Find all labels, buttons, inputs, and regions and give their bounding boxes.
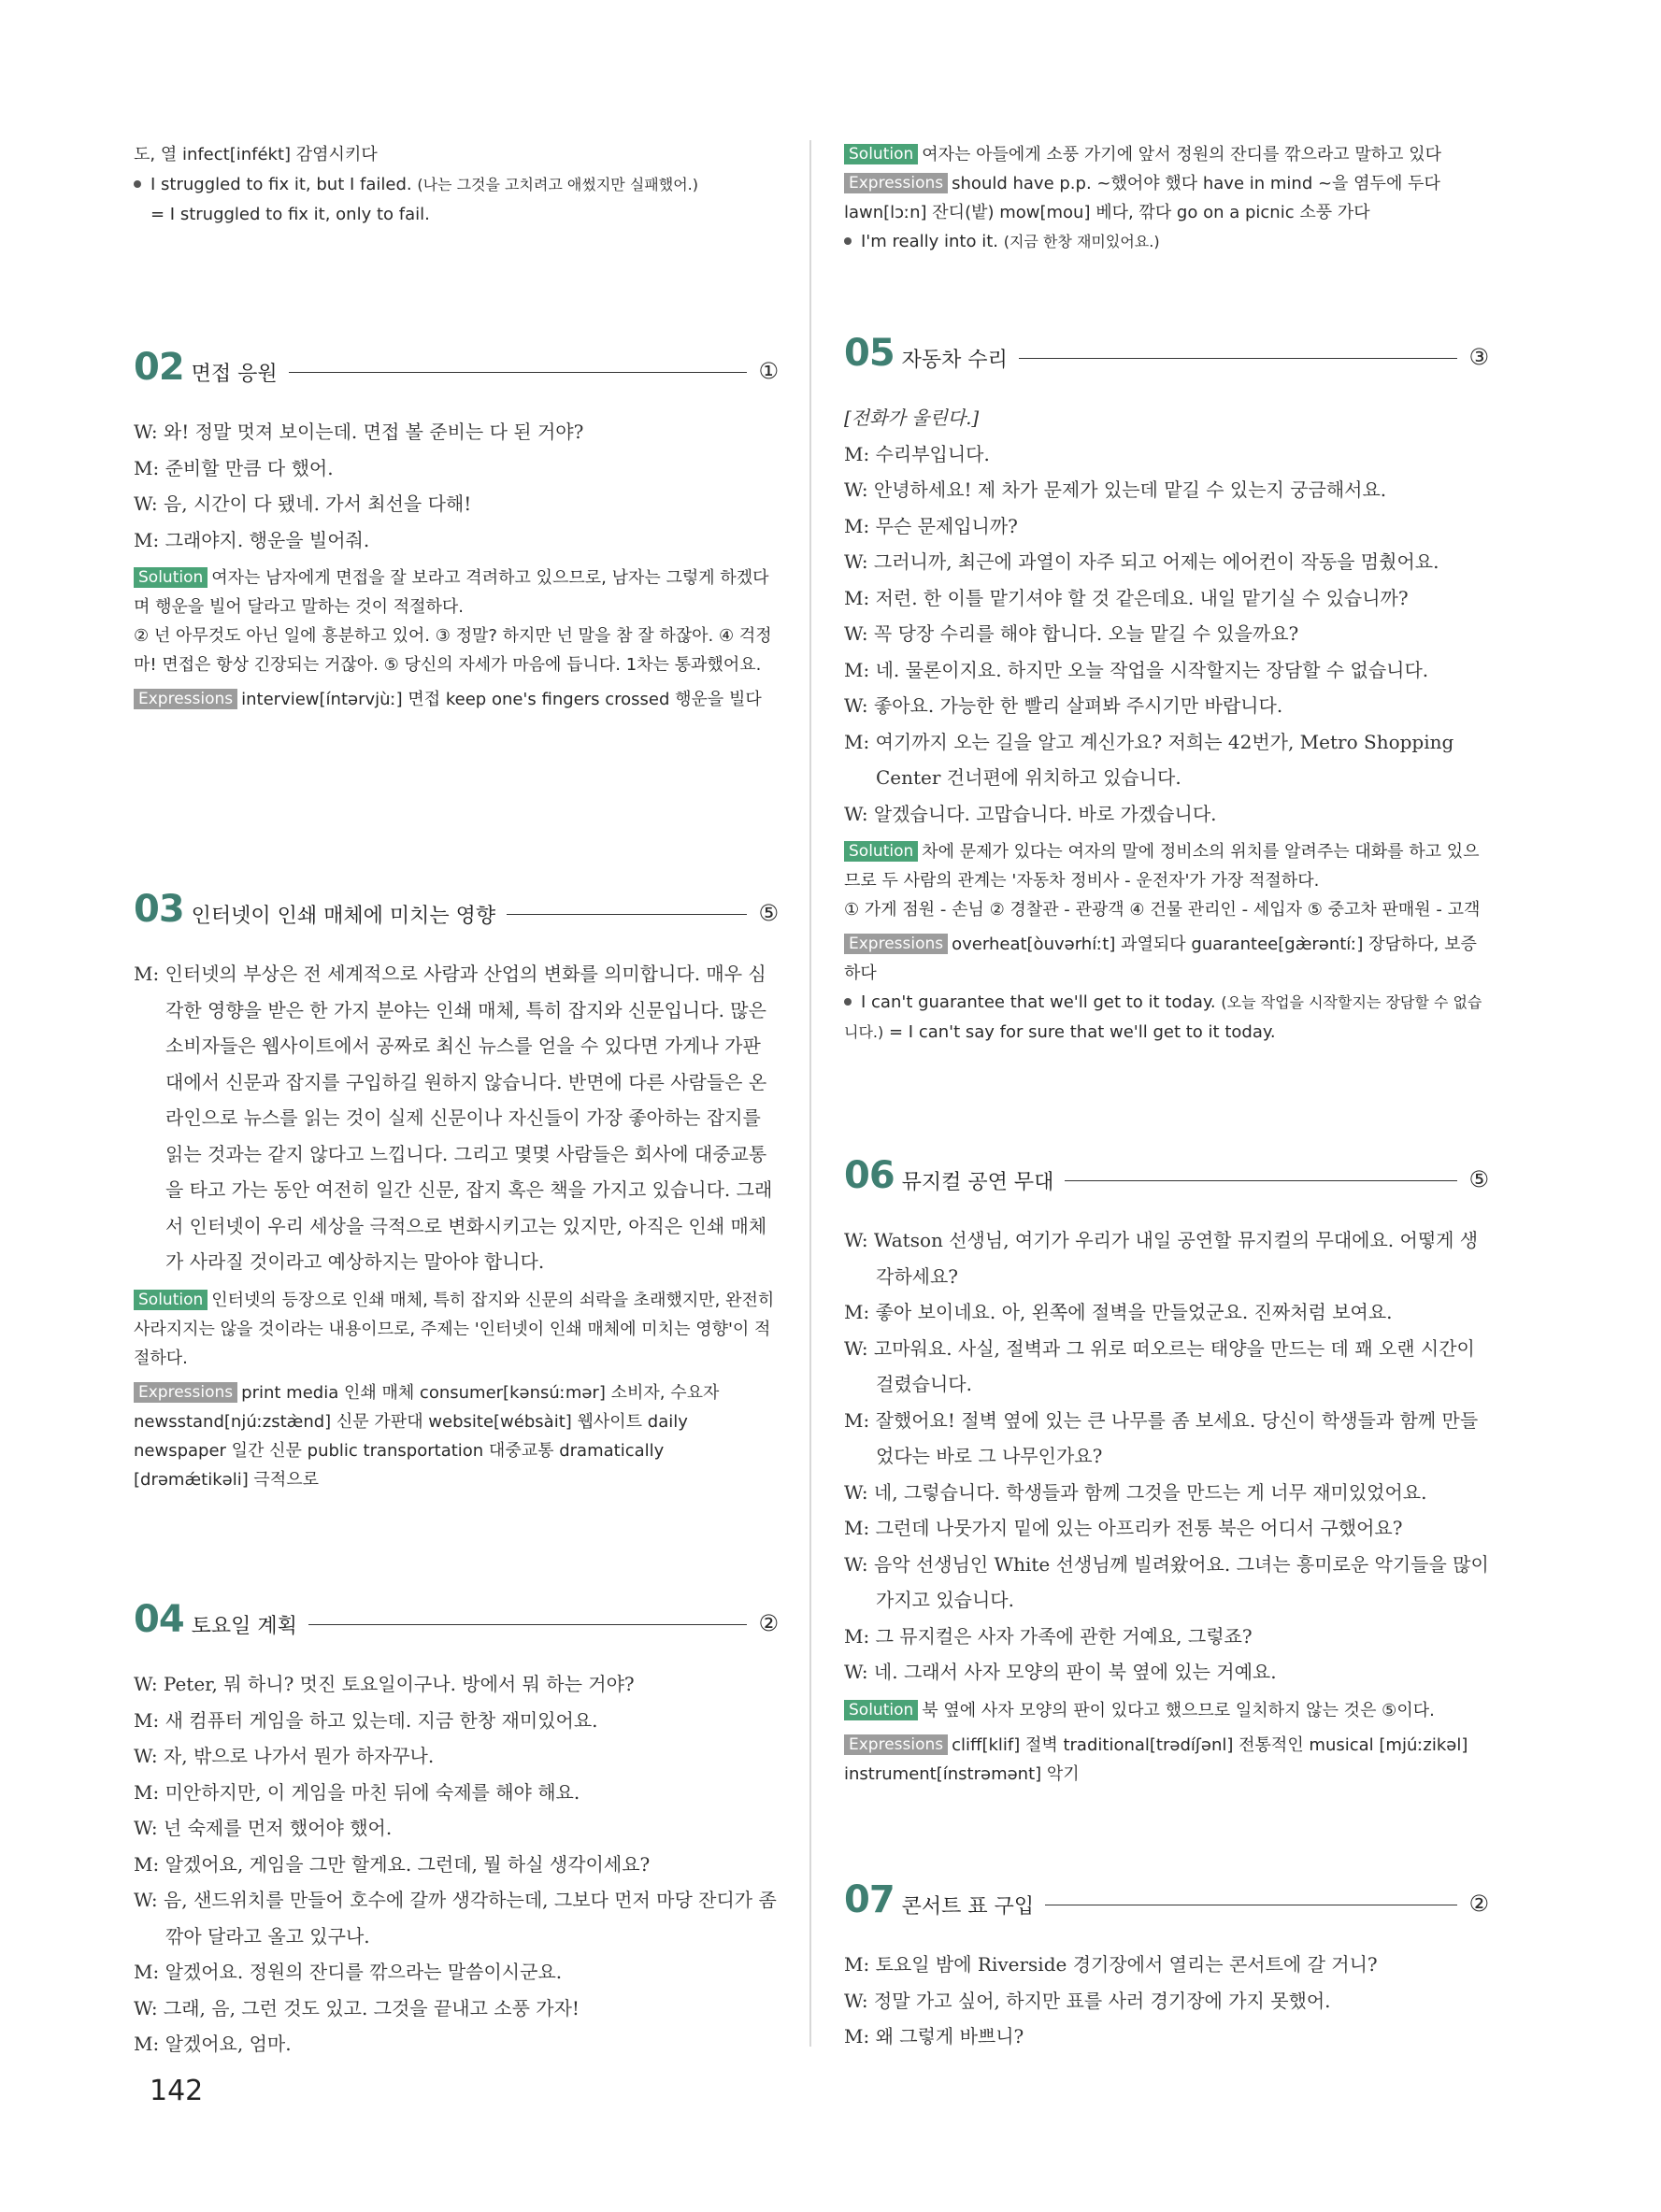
section-06 [844, 1149, 1489, 1874]
expressions-tag: Expressions [134, 1382, 237, 1403]
dialogue-line: M: 인터넷의 부상은 전 세계적으로 사람과 산업의 변화를 의미합니다. 매우 심각한 영향을 받은 한 가지 분야는 인쇄 매체, 특히 잡지와 신문입니다. 많은 소비자들은 웹사이트에서 공짜로 최신 뉴스를 얻을 수 있다면 가게나 가판대에서 신문과 잡지를 구입하길 원하지 않습니다. 반면에 다른 사람들은 온라인으로 뉴스를 읽는 것이 실제 신문이나 자신들이 가장 좋아하는 잡지를 읽는 것과는 같지 않다고 느낍니다. 그리고 몇몇 사람들은 회사에 대중교통을 타고 가는 동안 여전히 일간 신문, 잡지 혹은 책을 가지고 있습니다. 그래서 인터넷이 우리 세상을 극적으로 변화시키고는 있지만, 아직은 인쇄 매체가 사라질 것이라고 예상하지는 말아야 합니다. [134, 963, 773, 1273]
dialogue-line: M: 잘했어요! 절벽 옆에 있는 큰 나무를 좀 보세요. 당신이 학생들과 함께 만들었다는 바로 그 나무인가요? [844, 1408, 1479, 1467]
stage-direction: [전화가 울린다.] [844, 407, 980, 429]
dialogue-line: W: 자, 밖으로 나가서 뭔가 하자꾸나. [134, 1745, 435, 1767]
dialogue [134, 956, 779, 1280]
section-03 [134, 883, 779, 1593]
dialogue [844, 1947, 1489, 2055]
section-02 [134, 341, 779, 883]
dialogue-line: M: 여기까지 오는 길을 알고 계신가요? 저희는 42번가, Metro Shopping Center 건너편에 위치하고 있습니다. [844, 730, 1454, 789]
section-07 [844, 1874, 1489, 2055]
dialogue-line: M: 네. 물론이지요. 하지만 오늘 작업을 시작할지는 장담할 수 없습니다. [844, 658, 1429, 681]
dialogue-line: W: 음악 선생님인 White 선생님께 빌려왔어요. 그녀는 흥미로운 악기들을 많이 가지고 있습니다. [844, 1552, 1489, 1611]
section-header [844, 1149, 1489, 1202]
dialogue-line: M: 새 컴퓨터 게임을 하고 있는데. 지금 한창 재미있어요. [134, 1708, 598, 1732]
dialogue-line: W: 와! 정말 멋져 보이는데. 면접 볼 준비는 다 된 거야? [134, 421, 584, 443]
answer-mark: ② [1468, 1891, 1489, 1917]
expressions-tag: Expressions [844, 1734, 948, 1755]
dialogue-line: M: 그 뮤지컬은 사자 가족에 관한 거예요, 그렇죠? [844, 1624, 1253, 1648]
dialogue-line: M: 그래야지. 행운을 빌어줘. [134, 528, 370, 551]
example-bullet: I can't guarantee that we'll get to it today. (오늘 작업을 시작할지는 장담할 수 없습니다.) = I can't say for sure that we'll get to it today. [844, 992, 1482, 1042]
top-left-continuation [134, 140, 779, 341]
bullet-icon [844, 237, 852, 245]
bullet-icon [134, 180, 141, 188]
dialogue-line: W: 네. 그래서 사자 모양의 판이 북 옆에 있는 거예요. [844, 1661, 1277, 1683]
vocab-line: 도, 열 infect[infékt] 감염시키다 [134, 145, 378, 164]
answer-mark: ① [758, 358, 779, 384]
dialogue-line: M: 미안하지만, 이 게임을 마친 뒤에 숙제를 해야 해요. [134, 1780, 580, 1804]
dialogue-line: M: 왜 그렇게 바쁘니? [844, 2025, 1024, 2048]
dialogue-line: W: 알겠습니다. 고맙습니다. 바로 가겠습니다. [844, 802, 1217, 825]
section-05 [844, 327, 1489, 1149]
dialogue-line: M: 무슨 문제입니까? [844, 514, 1018, 537]
section-header [134, 883, 779, 935]
example-equivalent: = I struggled to fix it, only to fail. [150, 205, 430, 224]
section-title: 자동차 수리 [901, 348, 1008, 372]
top-right-continuation [844, 140, 1489, 327]
solution-tag: Solution [844, 1700, 918, 1720]
dialogue-line: W: 고마워요. 사실, 절벽과 그 위로 떠오르는 태양을 만드는 데 꽤 오랜 시간이 걸렸습니다. [844, 1336, 1475, 1395]
solution-note: Solution 인터넷의 등장으로 인쇄 매체, 특히 잡지와 신문의 쇠락을 초래했지만, 완전히 사라지지는 않을 것이라는 내용이므로, 주제는 '인터넷이 인쇄 매체에 미치는 영향'이 적절하다. [134, 1290, 775, 1368]
dialogue-line: W: 음, 시간이 다 됐네. 가서 최선을 다해! [134, 492, 472, 515]
section-title: 뮤지컬 공연 무대 [901, 1170, 1054, 1194]
answer-mark: ⑤ [758, 900, 779, 926]
expressions-note: Expressions print media 인쇄 매체 consumer[kənsúːmər] 소비자, 수요자 newsstand[njúːzstæ̀nd] 신문 가판대 website[wébsàit] 웹사이트 daily newspaper 일간 신문 public transportation 대중교통 dramatically [drəmǽtikəli] 극적으로 [134, 1382, 720, 1490]
dialogue [134, 414, 779, 558]
example-bullet: I struggled to fix it, but I failed. (나는 그것을 고치려고 애썼지만 실패했어.) [134, 170, 779, 200]
section-number: 07 [844, 1878, 895, 1921]
answer-mark: ③ [1468, 344, 1489, 370]
dialogue-line: W: 넌 숙제를 먼저 했어야 했어. [134, 1817, 393, 1839]
dialogue-line: W: 정말 가고 싶어, 하지만 표를 사러 경기장에 가지 못했어. [844, 1989, 1331, 2012]
dialogue-line: W: 음, 샌드위치를 만들어 호수에 갈까 생각하는데, 그보다 먼저 마당 잔디가 좀 깎아 달라고 올고 있구나. [134, 1889, 777, 1948]
solution-note: Solution 북 옆에 사자 모양의 판이 있다고 했으므로 일치하지 않는 것은 ⑤이다. [844, 1696, 1489, 1725]
dialogue-line: W: 그래, 음, 그런 것도 있고. 그것을 끝내고 소풍 가자! [134, 1996, 580, 2019]
expressions-note-cont: lawn[lɔːn] 잔디(밭) mow[mou] 베다, 깎다 go on a picnic 소풍 가다 [844, 203, 1370, 222]
section-number: 03 [134, 888, 184, 931]
expressions-note: Expressions should have p.p. ~했어야 했다 have in mind ~을 염두에 두다 [844, 169, 1489, 198]
solution-tag: Solution [134, 567, 208, 588]
expressions-tag: Expressions [844, 173, 948, 193]
section-title: 인터넷이 인쇄 매체에 미치는 영향 [191, 904, 496, 928]
dialogue-line: W: Peter, 뭐 하니? 멋진 토요일이구나. 방에서 뭐 하는 거야? [134, 1673, 635, 1695]
solution-tag: Solution [134, 1290, 208, 1310]
example-bullet: I'm really into it. (지금 한창 재미있어요.) [844, 227, 1489, 257]
solution-note: Solution 여자는 아들에게 소풍 가기에 앞서 정원의 잔디를 깎으라고 말하고 있다 [844, 140, 1489, 169]
dialogue [844, 1222, 1489, 1691]
section-title: 면접 응원 [191, 362, 278, 386]
header-rule [1019, 358, 1458, 359]
dialogue-line: W: 꼭 당장 수리를 해야 합니다. 오늘 맡길 수 있을까요? [844, 622, 1299, 645]
expressions-note: Expressions cliff[klif] 절벽 traditional[trədíʃənl] 전통적인 musical [mjúːzikəl] instrument[ínstrəmənt] 악기 [844, 1734, 1468, 1784]
section-04 [134, 1593, 779, 2062]
section-title: 콘서트 표 구입 [901, 1894, 1035, 1919]
answer-mark: ⑤ [1468, 1166, 1489, 1192]
solution-tag: Solution [844, 841, 918, 862]
dialogue-line: W: 좋아요. 가능한 한 빨리 살펴봐 주시기만 바랍니다. [844, 694, 1283, 717]
solution-note: Solution 여자는 남자에게 면접을 잘 보라고 격려하고 있으므로, 남자는 그렇게 하겠다며 행운을 빌어 달라고 말하는 것이 적절하다. [134, 568, 769, 617]
right-column [844, 140, 1489, 2055]
dialogue-line: M: 알겠어요, 엄마. [134, 2033, 292, 2055]
dialogue-line: M: 저런. 한 이틀 맡기셔야 할 것 같은데요. 내일 맡기실 수 있습니까? [844, 586, 1409, 609]
expressions-tag: Expressions [134, 689, 237, 709]
section-header [134, 1593, 779, 1646]
header-rule [507, 914, 747, 915]
section-header [844, 1874, 1489, 1926]
section-header [844, 327, 1489, 379]
expressions-note: Expressions interview[íntərvjùː] 면접 keep one's fingers crossed 행운을 빌다 [134, 685, 779, 714]
dialogue-line: M: 준비할 만큼 다 했어. [134, 456, 334, 479]
dialogue-line: W: 그러니까, 최근에 과열이 자주 되고 어제는 에어컨이 작동을 멈췄어요. [844, 550, 1439, 573]
dialogue-line: W: 안녕하세요! 제 차가 문제가 있는데 맡길 수 있는지 궁금해서요. [844, 478, 1387, 501]
dialogue-line: M: 알겠어요. 정원의 잔디를 깎으라는 말씀이시군요. [134, 1961, 563, 1983]
dialogue-line: M: 수리부입니다. [844, 442, 990, 465]
page-number: 142 [150, 2075, 204, 2107]
section-number: 05 [844, 332, 895, 375]
header-rule [289, 372, 748, 373]
dialogue-line: M: 그런데 나뭇가지 밑에 있는 아프리카 전통 북은 어디서 구했어요? [844, 1517, 1403, 1539]
options-note: ① 가게 점원 - 손님 ② 경찰관 - 관광객 ④ 건물 관리인 - 세입자 ⑤ 중고차 판매원 - 고객 [844, 900, 1481, 920]
dialogue-line: M: 좋아 보이네요. 아, 왼쪽에 절벽을 만들었군요. 진짜처럼 보여요. [844, 1301, 1393, 1323]
dialogue-line: W: 네, 그렇습니다. 학생들과 함께 그것을 만드는 게 너무 재미있었어요. [844, 1480, 1427, 1504]
header-rule [308, 1624, 748, 1625]
column-divider [809, 140, 811, 2047]
dialogue-line: M: 토요일 밤에 Riverside 경기장에서 열리는 콘서트에 갈 거니? [844, 1953, 1378, 1976]
options-note: ② 넌 아무것도 아닌 일에 흥분하고 있어. ③ 정말? 하지만 넌 말을 참 잘 하잖아. ④ 걱정 마! 면접은 항상 긴장되는 거잖아. ⑤ 당신의 자세가 마음에 듭니다. 1차는 통과했어요. [134, 626, 772, 675]
section-number: 02 [134, 346, 184, 389]
section-header [134, 341, 779, 393]
dialogue-line: M: 알겠어요, 게임을 그만 할게요. 그런데, 뭘 하실 생각이세요? [134, 1852, 651, 1876]
solution-note: Solution 차에 문제가 있다는 여자의 말에 정비소의 위치를 알려주는 대화를 하고 있으므로 두 사람의 관계는 '자동차 정비사 - 운전자'가 가장 적절하다. [844, 842, 1480, 891]
dialogue-line: W: Watson 선생님, 여기가 우리가 내일 공연할 뮤지컬의 무대에요. 어떻게 생각하세요? [844, 1229, 1479, 1288]
left-column [134, 140, 779, 2062]
dialogue [134, 1666, 779, 2062]
dialogue [844, 400, 1489, 832]
answer-mark: ② [758, 1610, 779, 1636]
section-title: 토요일 계획 [191, 1614, 297, 1638]
expressions-note: Expressions overheat[òuvərhíːt] 과열되다 guarantee[gæ̀rəntíː] 장담하다, 보증하다 [844, 935, 1477, 983]
expressions-tag: Expressions [844, 934, 948, 954]
header-rule [1065, 1180, 1457, 1181]
section-number: 06 [844, 1154, 895, 1197]
bullet-icon [844, 998, 852, 1006]
solution-tag: Solution [844, 144, 918, 164]
section-number: 04 [134, 1598, 184, 1641]
